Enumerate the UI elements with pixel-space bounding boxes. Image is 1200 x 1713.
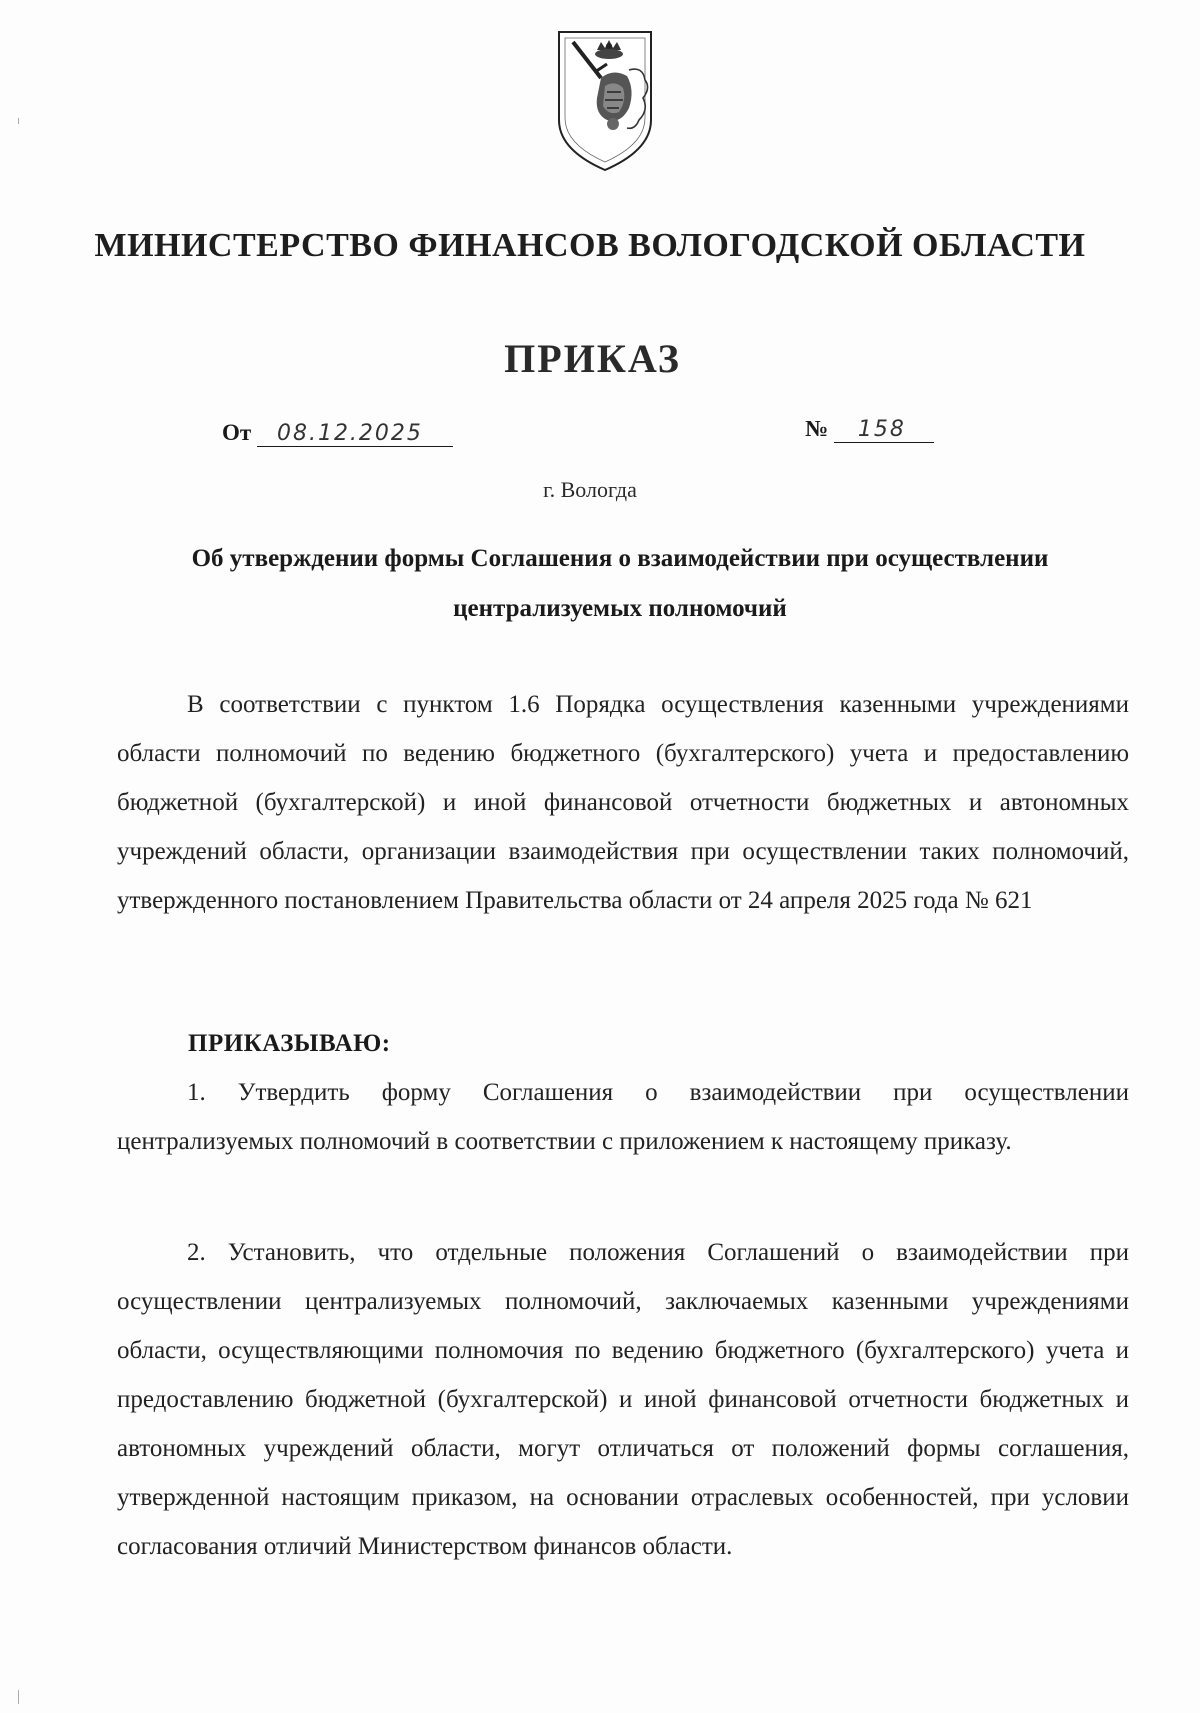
date-value: 08.12.2025 xyxy=(257,421,453,447)
date-row xyxy=(222,420,453,447)
scan-margin-mark xyxy=(18,1690,19,1704)
scan-margin-mark xyxy=(18,118,19,124)
preamble-paragraph: В соответствии с пунктом 1.6 Порядка осуществления казенными учреждениями области полномочий по ведению бюджетного (бухгалтерского) учета и предоставлению бюджетной (бухгалтерской) и иной финансовой отчетности бюджетных и автономных учреждений области, организации взаимодействия при осуществлении таких полномочий, утвержденного постановлением Правительства области от 24 апреля 2025 года № 621 xyxy=(117,691,1129,914)
order-item-2: 2. Установить, что отдельные положения Соглашений о взаимодействии при осуществлении централизуемых полномочий, заключаемых казенными учреждениями области, осуществляющими полномочия по ведению бюджетного (бухгалтерского) учета и предоставлению бюджетной (бухгалтерской) и иной финансовой отчетности бюджетных и автономных учреждений области, могут отличаться от положений формы соглашения, утвержденной настоящим приказом, на основании отраслевых особенностей, при условии согласования отличий Министерством финансов области. xyxy=(117,1239,1129,1560)
number-value: 158 xyxy=(834,417,934,443)
city-line: г. Вологда xyxy=(543,477,637,502)
order-subject: Об утверждении формы Соглашения о взаимодействии при осуществлении централизуемых полномочий xyxy=(191,545,1049,622)
date-label: От xyxy=(222,420,252,445)
document-type-title: ПРИКАЗ xyxy=(504,336,681,381)
number-row xyxy=(805,416,934,443)
number-label: № xyxy=(805,416,829,441)
coat-of-arms-icon xyxy=(555,28,655,174)
ministry-name: МИНИСТЕРСТВО ФИНАНСОВ ВОЛОГОДСКОЙ ОБЛАСТИ xyxy=(94,227,1086,264)
order-item-1: 1. Утвердить форму Соглашения о взаимодействии при осуществлении централизуемых полномочий в соответствии с приложением к настоящему приказу. xyxy=(117,1079,1129,1155)
order-directive-label: ПРИКАЗЫВАЮ: xyxy=(188,1030,391,1057)
